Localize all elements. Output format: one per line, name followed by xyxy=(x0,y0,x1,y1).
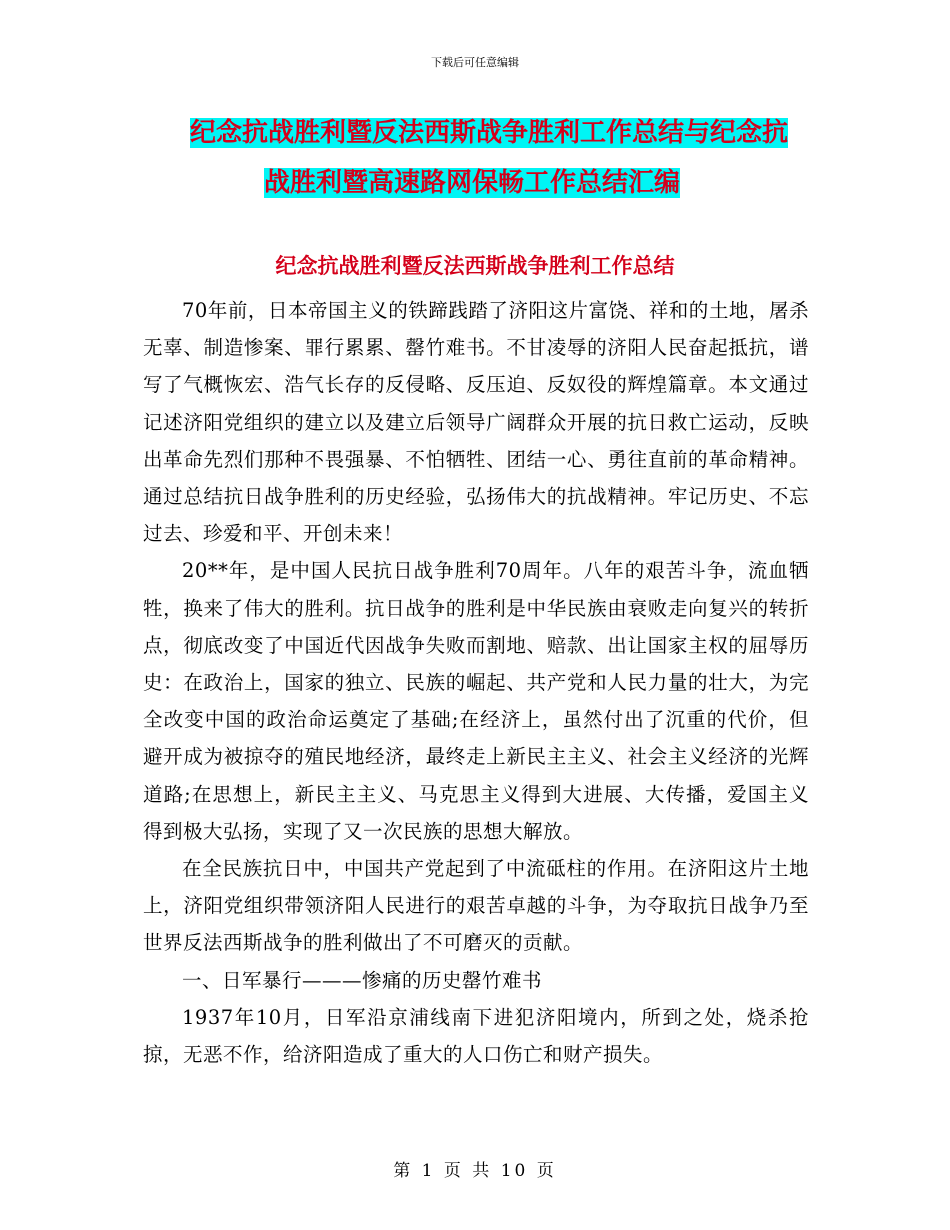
paragraph-3: 在全民族抗日中，中国共产党起到了中流砥柱的作用。在济阳这片土地上，济阳党组织带领济阳人民进行的艰苦卓越的斗争，为夺取抗日战争乃至世界反法西斯战争的胜利做出了不可磨灭的贡献。 xyxy=(143,857,809,955)
section-title: 纪念抗战胜利暨反法西斯战争胜利工作总结 xyxy=(275,254,675,278)
document-title xyxy=(190,108,810,208)
paragraph-4: 1937年10月，日军沿京浦线南下进犯济阳境内，所到之处，烧杀抢掠，无恶不作，给济阳造成了重大的人口伤亡和财产损失。 xyxy=(143,1005,809,1067)
page-number: 第 1 页 共 10 页 xyxy=(393,1161,557,1181)
document-title-line-1: 纪念抗战胜利暨反法西斯战争胜利工作总结与纪念抗 xyxy=(190,118,789,148)
document-body xyxy=(143,292,809,1073)
document-title-line-2: 战胜利暨高速路网保畅工作总结汇编 xyxy=(264,168,681,198)
paragraph-1: 70年前，日本帝国主义的铁蹄践踏了济阳这片富饶、祥和的土地，屠杀无辜、制造惨案、罪行累累、罄竹难书。不甘凌辱的济阳人民奋起抵抗，谱写了气概恢宏、浩气长存的反侵略、反压迫、反奴役的辉煌篇章。本文通过记述济阳党组织的建立以及建立后领导广阔群众开展的抗日救亡运动，反映出革命先烈们那种不畏强暴、不怕牺牲、团结一心、勇往直前的革命精神。通过总结抗日战争胜利的历史经验，弘扬伟大的抗战精神。牢记历史、不忘过去、珍爱和平、开创未来！ xyxy=(143,299,809,546)
header-note: 下载后可任意编辑 xyxy=(431,56,519,69)
subheading-1: 一、日军暴行———惨痛的历史罄竹难书 xyxy=(182,968,543,992)
paragraph-2: 20**年，是中国人民抗日战争胜利70周年。八年的艰苦斗争，流血牺牲，换来了伟大的胜利。抗日战争的胜利是中华民族由衰败走向复兴的转折点，彻底改变了中国近代因战争失败而割地、赔款、出让国家主权的屈辱历史：在政治上，国家的独立、民族的崛起、共产党和人民力量的壮大，为完全改变中国的政治命运奠定了基础;在经济上，虽然付出了沉重的代价，但避开成为被掠夺的殖民地经济，最终走上新民主主义、社会主义经济的光辉道路;在思想上，新民主主义、马克思主义得到大进展、大传播，爱国主义得到极大弘扬，实现了又一次民族的思想大解放。 xyxy=(143,559,809,843)
